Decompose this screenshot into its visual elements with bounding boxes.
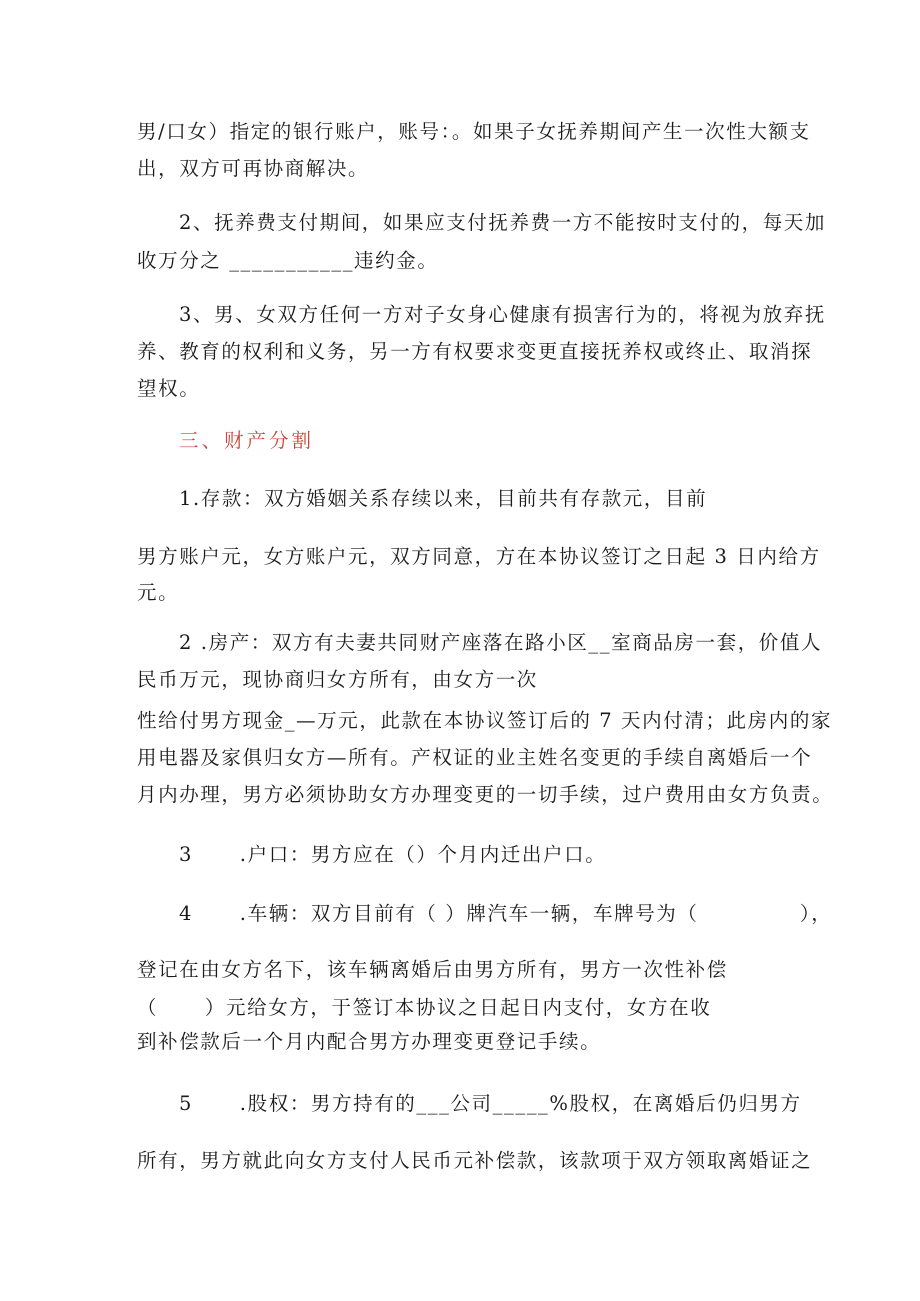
text-line: 出，双方可再协商解决。 bbox=[137, 157, 370, 180]
text-line: 登记在由女方名下，该车辆离婚后由男方所有，男方一次性补偿 bbox=[137, 958, 728, 981]
text-line: 月内办理，男方必须协助女方办理变更的一切手续，过户费用由女方负责。 bbox=[137, 783, 834, 806]
text-line: 元。 bbox=[137, 581, 180, 604]
text-line: 收万分之 ___________违约金。 bbox=[137, 249, 439, 272]
text-line: 民币万元，现协商归女方所有，由女方一次 bbox=[137, 668, 538, 691]
text-line: 养、教育的权利和义务，另一方有权要求变更直接抚养权或终止、取消探 bbox=[137, 340, 813, 363]
text-line: 所有，男方就此向女方支付人民币元补偿款，该款项于双方领取离婚证之 bbox=[137, 1149, 813, 1172]
section-heading: 三、财产分割 bbox=[179, 429, 315, 452]
clause-line: 3、男、女双方任何一方对子女身心健康有损害行为的，将视为放弃抚 bbox=[179, 303, 827, 326]
text-line: 男方账户元，女方账户元，双方同意，方在本协议签订之日起 3 日内给方 bbox=[137, 545, 821, 568]
text-line: 性给付男方现金_—万元，此款在本协议签订后的 7 天内付清；此房内的家 bbox=[137, 709, 833, 732]
text-line: （ ）元给女方，于签订本协议之日起日内支付，女方在收 bbox=[137, 996, 712, 1019]
clause-line: 2 .房产：双方有夫妻共同财产座落在路小区__室商品房一套，价值人 bbox=[179, 631, 823, 654]
clause-line: 1.存款：双方婚姻关系存续以来，目前共有存款元，目前 bbox=[179, 487, 708, 510]
text-line: 男/口女）指定的银行账户，账号：。如果子女抚养期间产生一次性大额支 bbox=[137, 120, 811, 143]
text-line: 到补偿款后一个月内配合男方办理变更登记手续。 bbox=[137, 1030, 602, 1053]
clause-line: 2、抚养费支付期间，如果应支付抚养费一方不能按时支付的，每天加 bbox=[179, 211, 827, 234]
text-line: 望权。 bbox=[137, 377, 201, 400]
clause-line: 4 .车辆：双方目前有（ ）牌汽车一辆，车牌号为（ ）， bbox=[179, 902, 833, 925]
text-line: 用电器及家俱归女方—所有。产权证的业主姓名变更的手续自离婚后一个 bbox=[137, 746, 813, 769]
clause-line: 3 .户口：男方应在（）个月内迁出户口。 bbox=[179, 843, 607, 866]
clause-line: 5 .股权：男方持有的___公司_____%股权，在离婚后仍归男方 bbox=[179, 1092, 802, 1115]
